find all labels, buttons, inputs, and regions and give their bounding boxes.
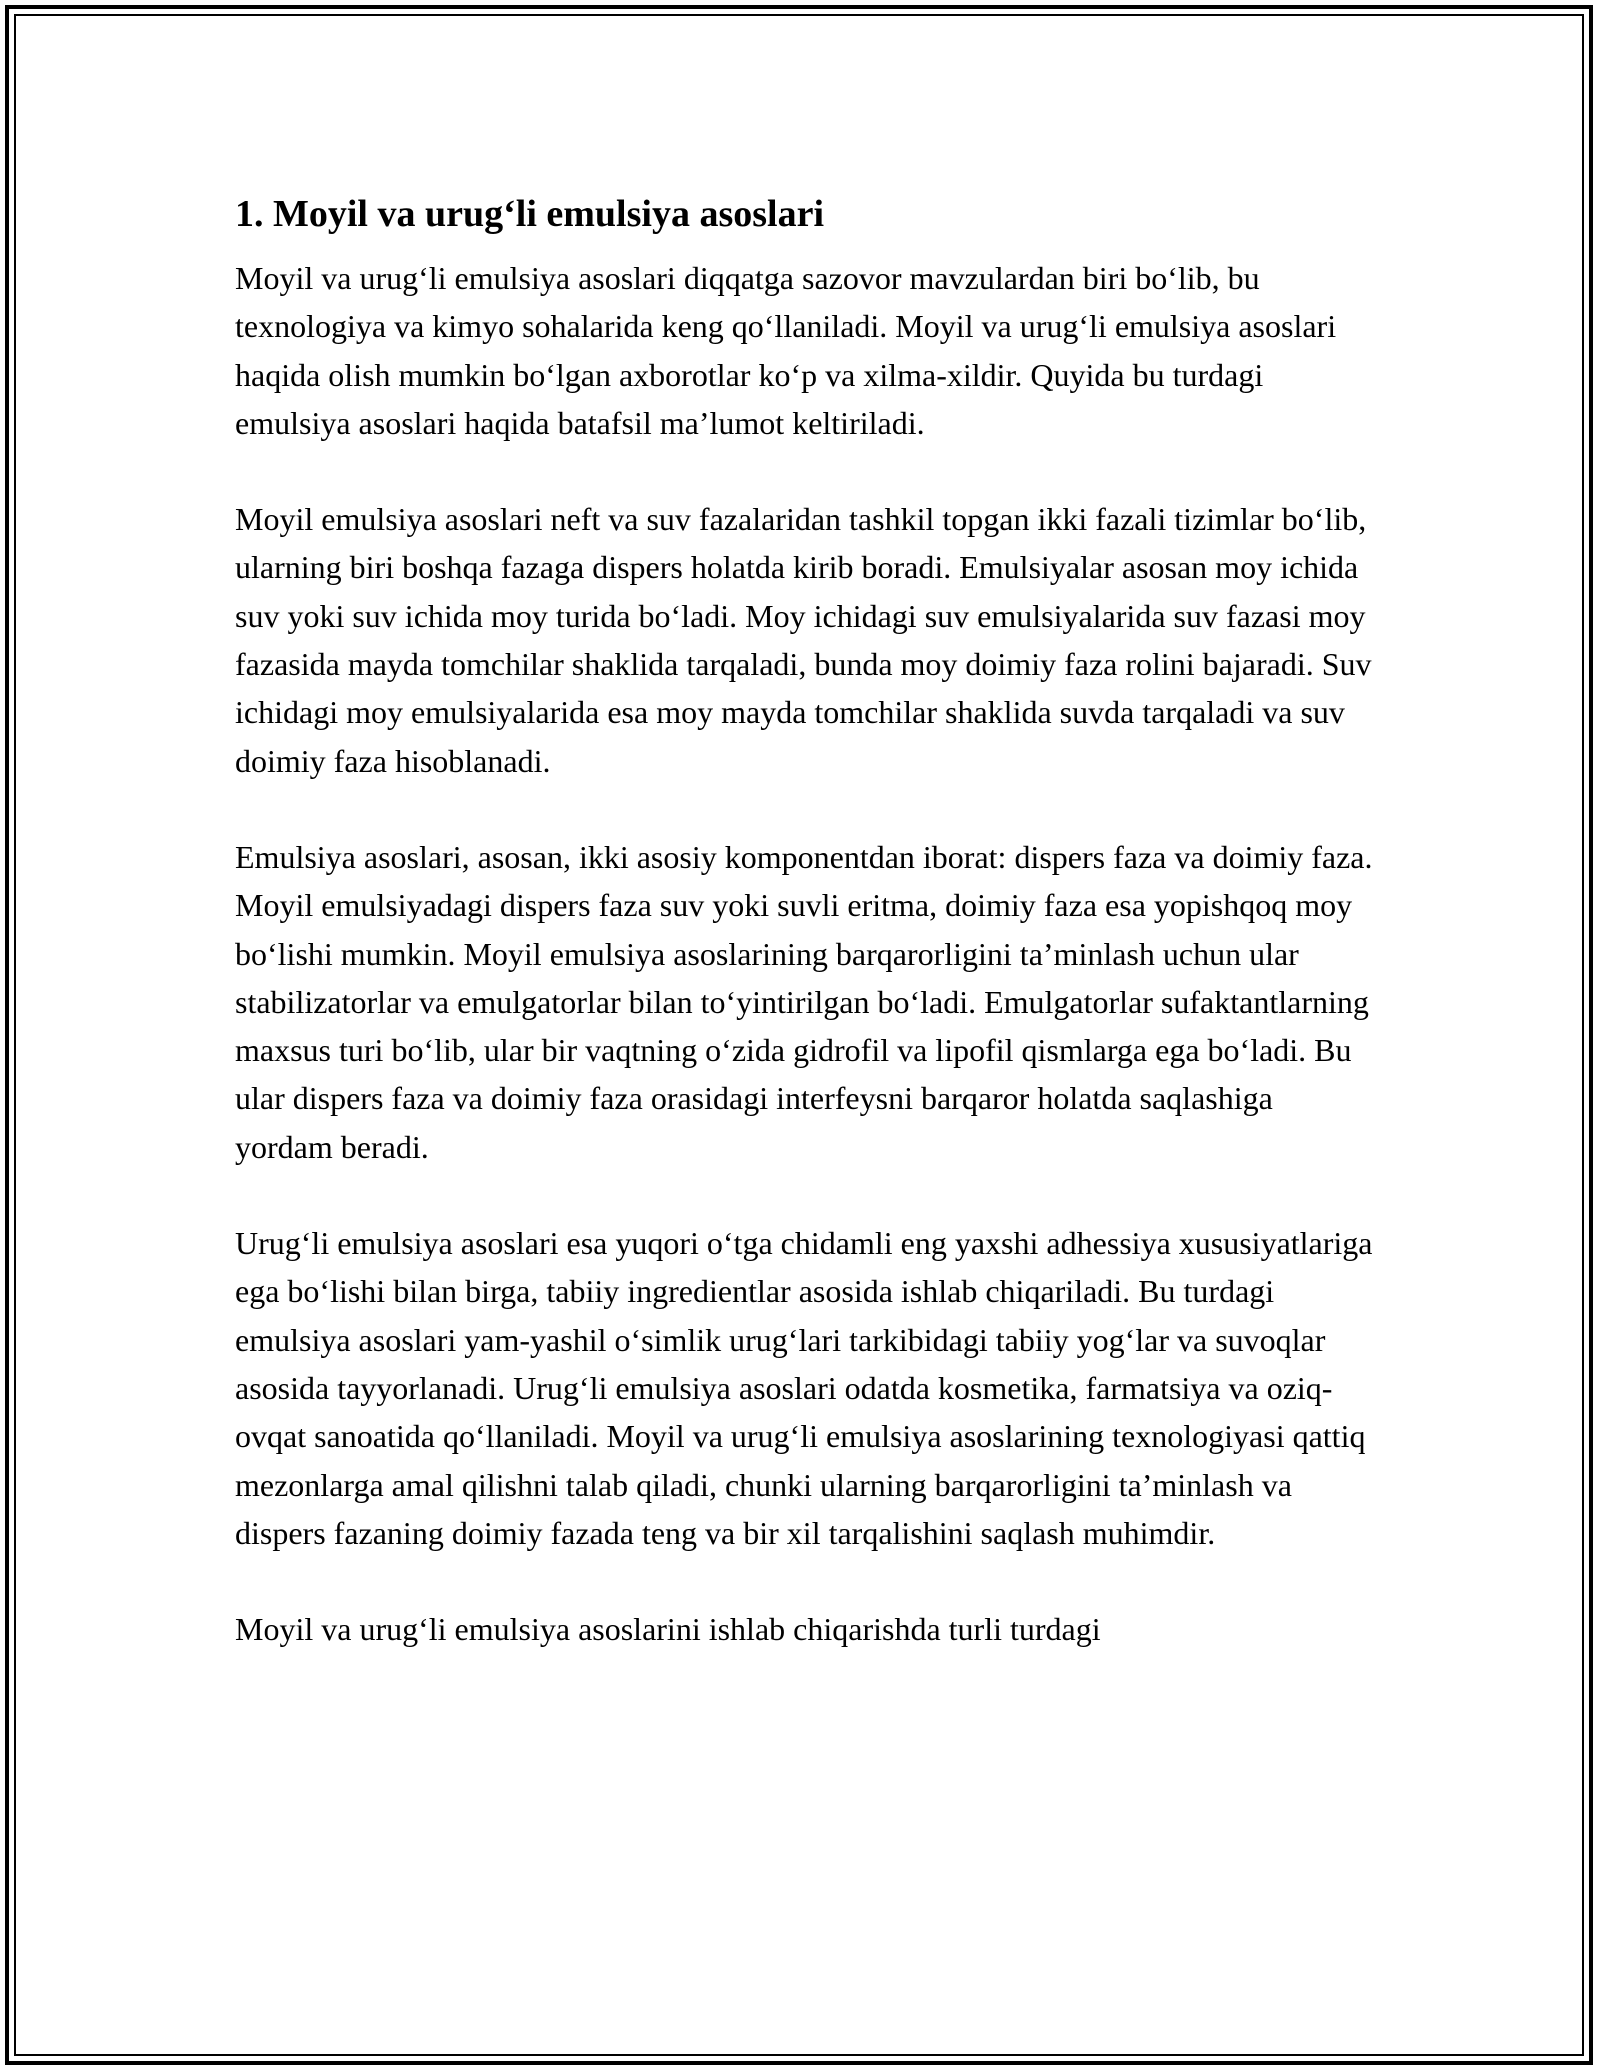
paragraph-4: Urug‘li emulsiya asoslari esa yuqori o‘tga chidamli eng yaxshi adhessiya xususiyatlariga ega bo‘lishi bilan birga, tabiiy ingredientlar asosida ishlab chiqariladi. Bu turdagi emulsiya asoslari yam-yashil o‘simlik urug‘lari tarkibidagi tabiiy yog‘lar va suvoqlar asosida tayyorlanadi. Urug‘li emulsiya asoslari odatda kosmetika, farmatsiya va oziq-ovqat sanoatida qo‘llaniladi. Moyil va urug‘li emulsiya asoslarining texnologiyasi qattiq mezonlarga amal qilishni talab qiladi, chunki ularning barqarorligini ta’minlash va dispers fazaning doimiy fazada teng va bir xil tarqalishini saqlash muhimdir. [235, 1225, 1373, 1551]
paragraph-3: Emulsiya asoslari, asosan, ikki asosiy komponentdan iborat: dispers faza va doimiy faza. Moyil emulsiyadagi dispers faza suv yoki suvli eritma, doimiy faza esa yopishqoq moy bo‘lishi mumkin. Moyil emulsiya asoslarining barqarorligini ta’minlash uchun ular stabilizatorlar va emulgatorlar bilan to‘yintirilgan bo‘ladi. Emulgatorlar sufaktantlarning maxsus turi bo‘lib, ular bir vaqtning o‘zida gidrofil va lipofil qismlarga ega bo‘ladi. Bu ular dispers faza va doimiy faza orasidagi interfeysni barqaror holatda saqlashiga yordam beradi. [235, 838, 1373, 1165]
paragraph-5: Moyil va urug‘li emulsiya asoslarini ishlab chiqarishda turli turdagi [235, 1611, 1101, 1648]
document-body [235, 188, 1375, 1653]
paragraph-1: Moyil va urug‘li emulsiya asoslari diqqatga sazovor mavzulardan biri bo‘lib, bu texnologiya va kimyo sohalarida keng qo‘llaniladi. Moyil va urug‘li emulsiya asoslari haqida olish mumkin bo‘lgan axborotlar ko‘p va xilma-xildir. Quyida bu turdagi emulsiya asoslari haqida batafsil ma’lumot keltiriladi. [235, 260, 1337, 441]
paragraph-2: Moyil emulsiya asoslari neft va suv fazalaridan tashkil topgan ikki fazali tizimlar bo‘lib, ularning biri boshqa fazaga dispers holatda kirib boradi. Emulsiyalar asosan moy ichida suv yoki suv ichida moy turida bo‘ladi. Moy ichidagi suv emulsiyalarida suv fazasi moy fazasida mayda tomchilar shaklida tarqaladi, bunda moy doimiy faza rolini bajaradi. Suv ichidagi moy emulsiyalarida esa moy mayda tomchilar shaklida suvda tarqaladi va suv doimiy faza hisoblanadi. [235, 501, 1372, 779]
section-heading: 1. Moyil va urug‘li emulsiya asoslari [235, 193, 824, 235]
